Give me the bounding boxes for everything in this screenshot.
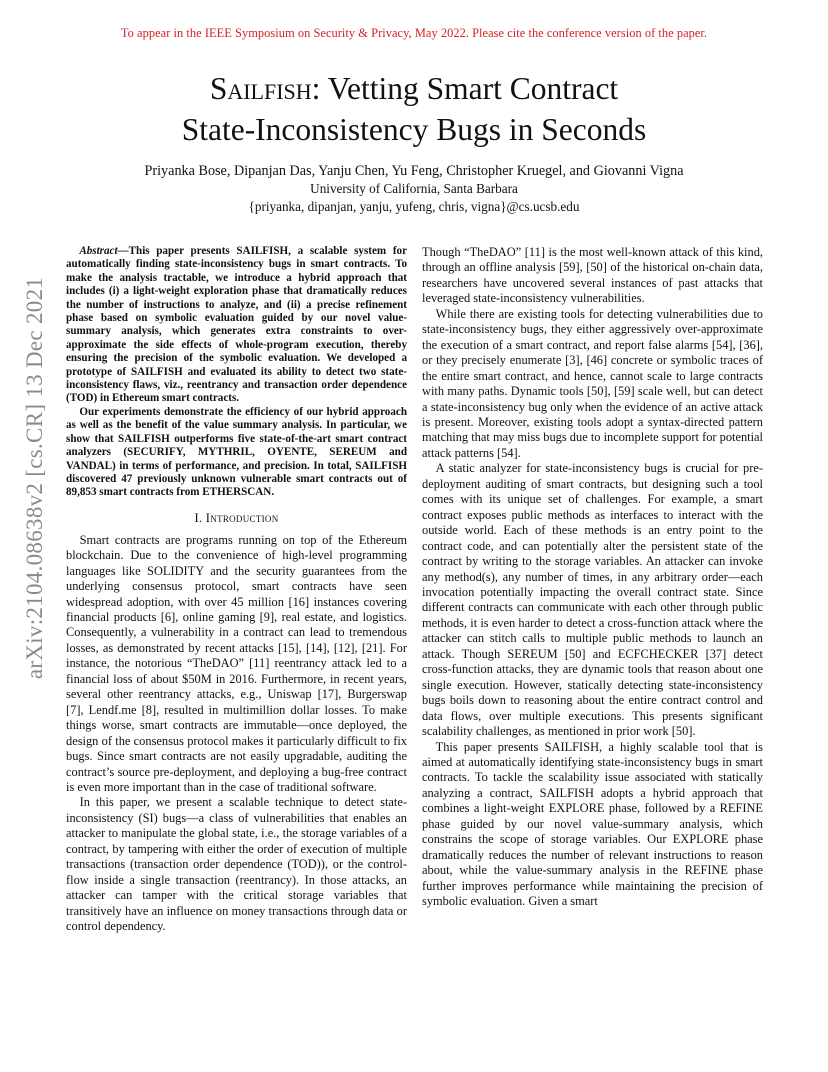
- abstract-text-1: —This paper presents SAILFISH, a scalable system for automatically finding state-inconsistency bugs in smart contracts. To make the analysis tractable, we introduce a hybrid approach that includes (i) a light-weight exploration phase that dramatically reduces the number of instructions to analyze, and (ii) a precise refinement phase based on symbolic evaluation guided by our novel value-summary analysis, which generates extra constraints to over-approximate the side effects of whole-program execution, thereby ensuring the precision of the symbolic evaluation. We developed a prototype of SAILFISH and evaluated its ability to detect two state-inconsistency flaws, viz., reentrancy and transaction order dependence (TOD) in Ethereum smart contracts.: [66, 245, 407, 405]
- introduction-left-text: [66, 533, 407, 935]
- abstract-paragraph-2: Our experiments demonstrate the efficiency of our hybrid approach as well as the benefit of the value summary analysis. In particular, we show that SAILFISH outperforms five state-of-the-art smart contract analyzers (SECURIFY, MYTHRIL, OYENTE, SEREUM and VANDAL) in terms of performance, and precision. In total, SAILFISH discovered 47 previously unknown vulnerable smart contracts out of 89,853 smart contracts from ETHERSCAN.: [66, 405, 407, 499]
- introduction-right-text: [422, 245, 763, 909]
- intro-paragraph-5: A static analyzer for state-inconsistency bugs is crucial for pre-deployment auditing of smart contracts, but designing such a tool comes with its unique set of challenges. For example, a smart contract exposes public methods as interfaces to interact with the outside world. Each of these methods is an entry point to the contract code, and can potentially alter the persistent state of the contract by writing to the storage variables. An attacker can invoke any method(s), any number of times, in any arbitrary order—each invocation potentially impacting the overall contract state. Since different contracts can communicate with each other through public methods, it is even harder to detect a cross-function attack where the attacker can stitch calls to multiple public methods to launch an attack. Though SEREUM [50] and ECFCHECKER [37] detect cross-function attacks, they are dynamic tools that reason about one single execution. However, statically detecting state-inconsistency bugs boils down to reasoning about the entire contract control and data flows, over multiple executions. This presents significant scalability challenges, as mentioned in prior work [50].: [422, 461, 763, 739]
- title-system-name: Sailfish: [209, 71, 312, 106]
- author-list: Priyanka Bose, Dipanjan Das, Yanju Chen, Yu Feng, Christopher Kruegel, and Giovanni Vigna: [144, 163, 684, 179]
- intro-paragraph-4: While there are existing tools for detecting vulnerabilities due to state-inconsistency bugs, they either aggressively over-approximate the execution of a smart contract, and report false alarms [54], [36], or they precisely enumerate [3], [46] concrete or symbolic traces of the entire smart contract, and hence, cannot scale to large contracts with many paths. Dynamic tools [50], [59] scale well, but can detect a state-inconsistency bug only when the evidence of an active attack is present. Moreover, existing tools adopt a syntax-directed pattern matching that may miss bugs due to incomplete support for potential attack patterns [54].: [422, 306, 763, 460]
- intro-paragraph-6: This paper presents SAILFISH, a highly scalable tool that is aimed at automatically identifying state-inconsistency bugs in smart contracts. To tackle the scalability issue associated with statically analyzing a contract, SAILFISH adopts a hybrid approach that combines a light-weight EXPLORE phase, followed by a REFINE phase guided by our novel value-summary analysis, which constrains the scope of storage variables. Our EXPLORE phase dramatically reduces the number of relevant instructions to reason about, while the value-summary analysis in the REFINE phase further improves performance while maintaining the precision of symbolic evaluation. Given a smart: [422, 739, 763, 909]
- paper-title: [0, 68, 828, 150]
- right-column: [422, 245, 763, 909]
- title-line-1: : Vetting Smart Contract: [311, 71, 619, 106]
- arxiv-stamp: [22, 276, 47, 680]
- abstract-label: Abstract: [79, 245, 118, 257]
- abstract: [66, 245, 407, 500]
- conference-notice: To appear in the IEEE Symposium on Security & Privacy, May 2022. Please cite the conference version of the paper.: [120, 26, 708, 40]
- author-emails: {priyanka, dipanjan, yanju, yufeng, chris, vigna}@cs.ucsb.edu: [248, 199, 580, 214]
- intro-paragraph-2: In this paper, we present a scalable technique to detect state-inconsistency (SI) bugs—a class of vulnerabilities that enables an attacker to manipulate the global state, i.e., the storage variables of a contract, by tampering with either the order of execution of multiple transactions (transaction order dependence (TOD)), or the control-flow inside a single transaction (reentrancy). In those attacks, an attacker can tamper with the critical storage variables that transitively have an influence on money transactions through data or control dependency.: [66, 795, 407, 934]
- affiliation: University of California, Santa Barbara: [310, 181, 518, 196]
- title-line-2: State-Inconsistency Bugs in Seconds: [181, 112, 647, 147]
- left-column: [66, 245, 407, 935]
- intro-paragraph-3: Though “TheDAO” [11] is the most well-known attack of this kind, through an offline analysis [59], [50] of the historical on-chain data, researchers have uncovered several instances of past attacks that leveraged state-inconsistency vulnerabilities.: [422, 245, 763, 306]
- intro-paragraph-1: Smart contracts are programs running on top of the Ethereum blockchain. Due to the convenience of high-level programming languages like SOLIDITY and the security guarantees from the underlying consensus protocol, smart contracts have seen widespread adoption, with over 45 million [16] instances covering financial products [6], online gaming [9], real estate, and logistics. Consequently, a vulnerability in a contract can lead to tremendous losses, as demonstrated by recent attacks [15], [14], [12], [21]. For instance, the notorious “TheDAO” [11] reentrancy attack led to a financial loss of about $50M in 2016. Furthermore, in recent years, several other reentrancy attacks, e.g., Uniswap [17], Burgerswap [7], Lendf.me [8], resulted in multimillion dollar losses. To make things worse, smart contracts are immutable—once deployed, the design of the consensus protocol makes it particularly difficult to fix bugs. Since smart contracts are not easily upgradable, auditing the contract’s source pre-deployment, and deploying a bug-free contract is even more important than in the case of traditional software.: [66, 532, 407, 794]
- section-heading-introduction: I. Introduction: [194, 510, 279, 525]
- arxiv-identifier: arXiv:2104.08638v2 [cs.CR] 13 Dec 2021: [22, 276, 47, 680]
- abstract-paragraph-1: [66, 245, 407, 406]
